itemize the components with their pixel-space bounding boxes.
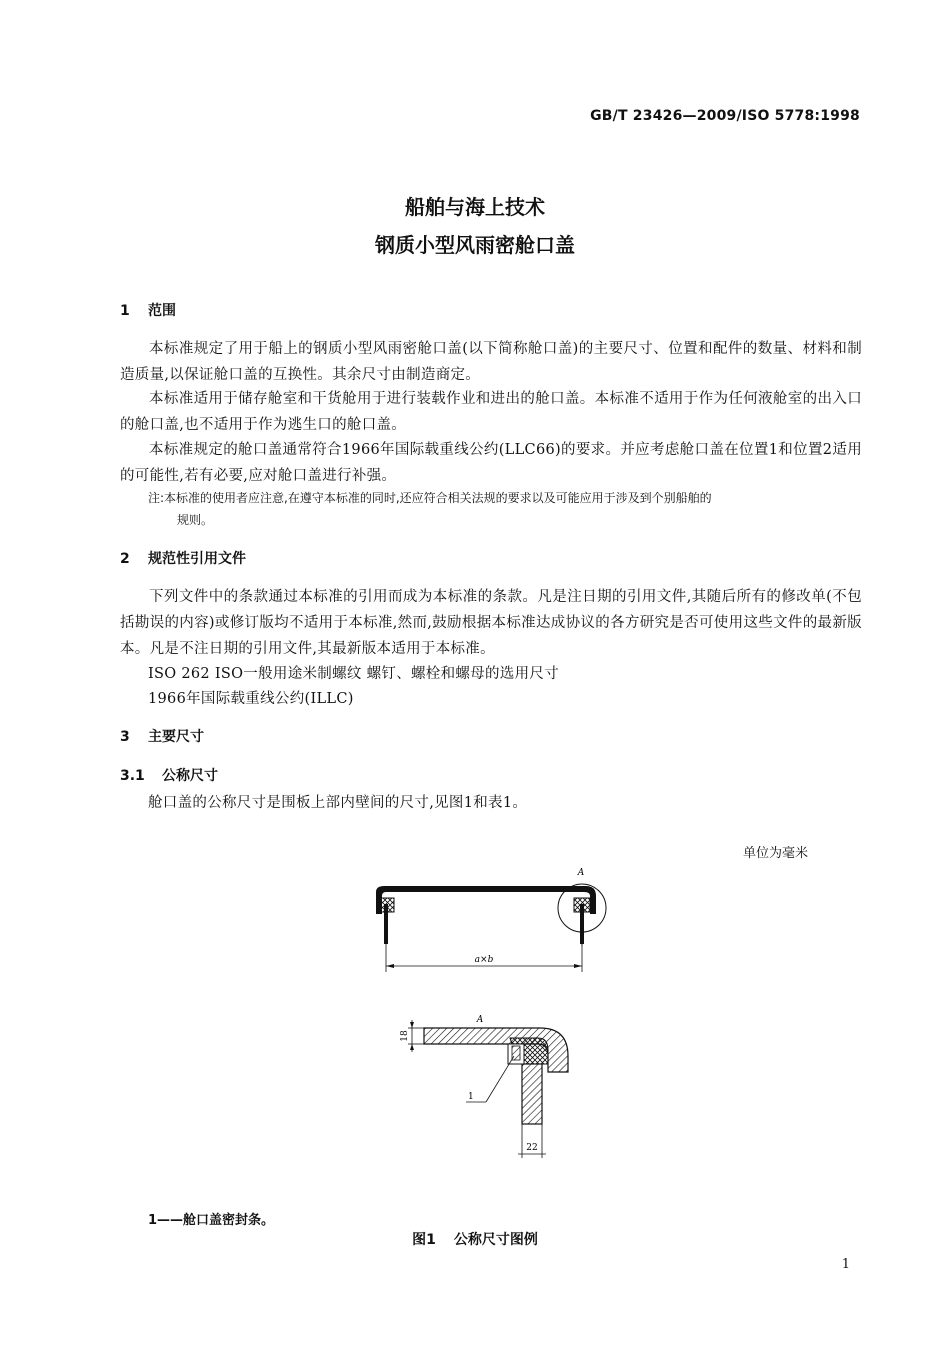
figure-legend: 1——舱口盖密封条。: [148, 1213, 275, 1228]
subsection-3-1-heading: [120, 765, 218, 785]
detail-label: A: [577, 868, 585, 878]
note-label: 注:: [148, 491, 165, 505]
subsection-title: 公称尺寸: [162, 768, 218, 784]
section-2-paragraph: 下列文件中的条款通过本标准的引用而成为本标准的条款。凡是注日期的引用文件,其随后所有的修改单(不包括勘误的内容)或修订版均不适用于本标准,然而,鼓励根据本标准达成协议的各方研究是否可使用这些文件的最新版本。凡是不注日期的引用文件,其最新版本适用于本标准。: [120, 589, 862, 657]
section-title: 范围: [148, 303, 176, 319]
note-text: 本标准的使用者应注意,在遵守本标准的同时,还应符合相关法规的要求以及可能应用于涉及到个别船舶的: [164, 491, 712, 505]
subsection-number: 3.1: [120, 768, 145, 784]
note: [148, 487, 868, 531]
dimension-18: 18: [400, 1030, 410, 1042]
dimension-22: 22: [526, 1143, 538, 1153]
section-2-heading: [120, 548, 246, 568]
standard-code: GB/T 23426—2009/ISO 5778:1998: [590, 108, 860, 124]
section-title: 规范性引用文件: [148, 551, 246, 567]
hatch-cover-overview: [376, 868, 606, 972]
section-title: 主要尺寸: [148, 729, 204, 745]
title-line-2: 钢质小型风雨密舱口盖: [375, 233, 575, 257]
reference-item: 1966年国际载重线公约(ILLC): [148, 691, 354, 707]
section-1-heading: [120, 300, 176, 320]
hatch-cover-figure: [360, 860, 640, 1160]
title-line-1: 船舶与海上技术: [405, 195, 545, 219]
section-1-paragraph: 本标准规定的舱口盖通常符合1966年国际载重线公约(LLC66)的要求。并应考虑舱口盖在位置1和位置2适用的可能性,若有必要,应对舱口盖进行补强。: [120, 442, 862, 484]
note-continuation: 规则。: [177, 513, 214, 527]
page-number: 1: [841, 1257, 850, 1272]
section-number: 1: [120, 303, 130, 319]
figure-number: 图1: [412, 1232, 436, 1248]
detail-a-section: [400, 1015, 568, 1158]
reference-item: ISO 262 ISO一般用途米制螺纹 螺钉、螺栓和螺母的选用尺寸: [148, 666, 559, 682]
callout-1: 1: [468, 1092, 474, 1102]
section-number: 2: [120, 551, 130, 567]
detail-label: A: [476, 1015, 484, 1025]
dimension-axb: a×b: [474, 955, 494, 965]
subsection-text: 舱口盖的公称尺寸是围板上部内壁间的尺寸,见图1和表1。: [148, 795, 528, 811]
section-number: 3: [120, 729, 130, 745]
figure-title: 公称尺寸图例: [453, 1232, 538, 1248]
figure-caption: [0, 1229, 950, 1249]
section-1-paragraph: 本标准规定了用于船上的钢质小型风雨密舱口盖(以下简称舱口盖)的主要尺寸、位置和配件的数量、材料和制造质量,以保证舱口盖的互换性。其余尺寸由制造商定。: [120, 341, 862, 383]
unit-note: 单位为毫米: [742, 846, 808, 861]
section-1-paragraph: 本标准适用于储存舱室和干货舱用于进行装载作业和进出的舱口盖。本标准不适用于作为任何液舱室的出入口的舱口盖,也不适用于作为逃生口的舱口盖。: [120, 391, 862, 433]
section-3-heading: [120, 726, 204, 746]
